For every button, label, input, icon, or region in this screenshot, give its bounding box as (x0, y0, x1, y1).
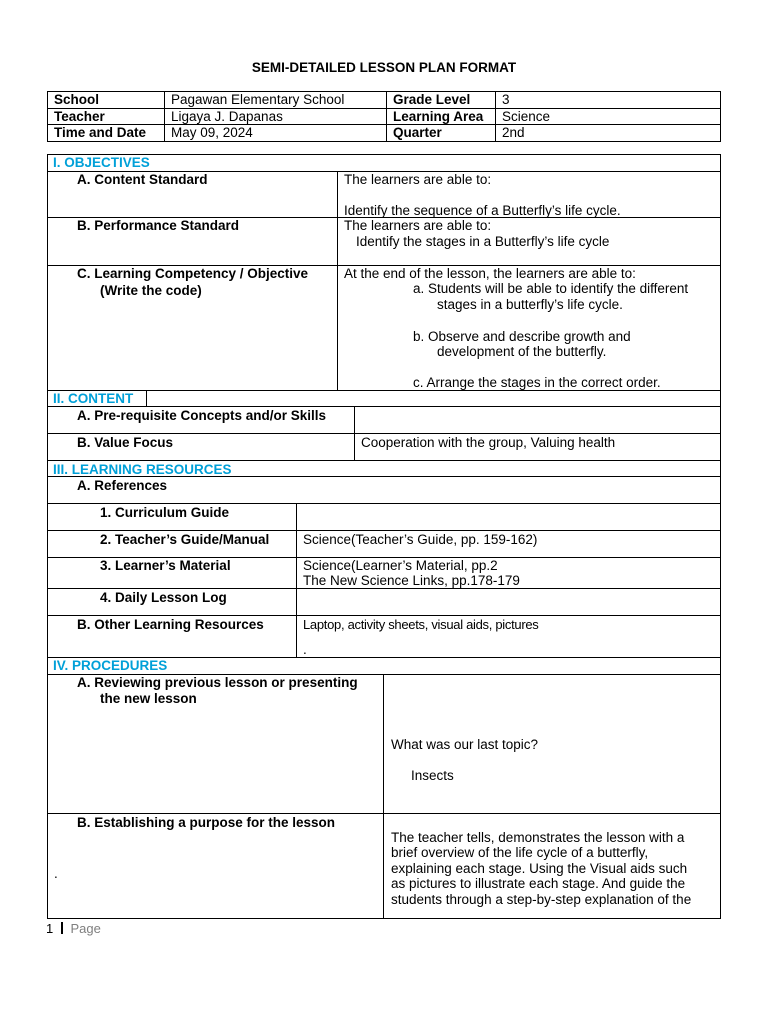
header-table (47, 91, 721, 142)
other-resources-dot: . (303, 642, 307, 657)
teachers-guide-label: 2. Teacher’s Guide/Manual (100, 532, 270, 547)
objectives-heading: I. OBJECTIVES (53, 155, 150, 170)
purpose-text-line: as pictures to illustrate each stage. And guide the (391, 876, 686, 891)
value-focus-value: Cooperation with the group, Valuing health (361, 435, 616, 450)
document-title: SEMI-DETAILED LESSON PLAN FORMAT (251, 60, 517, 75)
competency-intro: At the end of the lesson, the learners are able to: (344, 266, 636, 281)
learners-material-label: 3. Learner’s Material (100, 558, 231, 573)
competency-label: C. Learning Competency / Objective (77, 266, 309, 281)
competency-item-a: a. Students will be able to identify the different (413, 281, 689, 296)
prerequisite-label: A. Pre-requisite Concepts and/or Skills (77, 408, 327, 423)
other-resources-value: Laptop, activity sheets, visual aids, pictures (303, 617, 539, 632)
daily-lesson-log-label: 4. Daily Lesson Log (100, 590, 227, 605)
teachers-guide-value: Science(Teacher’s Guide, pp. 159-162) (303, 532, 538, 547)
purpose-dot: . (54, 866, 58, 881)
purpose-label: B. Establishing a purpose for the lesson (77, 815, 336, 830)
purpose-text-line: brief overview of the life cycle of a butterfly, (391, 845, 649, 860)
quarter-value: 2nd (496, 125, 721, 142)
value-focus-label: B. Value Focus (77, 435, 174, 450)
area-value: Science (496, 108, 721, 125)
reviewing-label: A. Reviewing previous lesson or presenting (77, 675, 358, 690)
last-topic-answer: Insects (411, 768, 454, 783)
content-standard-value: Identify the sequence of a Butterfly’s life cycle. (344, 203, 621, 218)
reviewing-label-cont: the new lesson (100, 691, 197, 706)
last-topic-question: What was our last topic? (391, 737, 539, 752)
competency-item-a-cont: stages in a butterfly’s life cycle. (437, 297, 623, 312)
school-value: Pagawan Elementary School (165, 92, 387, 109)
content-standard-intro: The learners are able to: (344, 172, 492, 187)
learners-material-value: Science(Learner’s Material, pp.2 (303, 558, 498, 573)
resources-heading: III. LEARNING RESOURCES (53, 462, 232, 477)
area-label: Learning Area (387, 108, 496, 125)
purpose-text-line: students through a step-by-step explanation of the (391, 892, 692, 907)
page-footer (46, 921, 101, 936)
grade-value: 3 (496, 92, 721, 109)
page-number: 1 (46, 921, 54, 936)
quarter-label: Quarter (387, 125, 496, 142)
competency-code-label: (Write the code) (100, 283, 202, 298)
time-label: Time and Date (48, 125, 165, 142)
curriculum-guide-label: 1. Curriculum Guide (100, 505, 230, 520)
performance-standard-value: Identify the stages in a Butterfly’s life cycle (356, 234, 610, 249)
science-links-value: The New Science Links, pp.178-179 (303, 573, 520, 588)
grade-label: Grade Level (387, 92, 496, 109)
references-label: A. References (77, 478, 168, 493)
competency-item-b-cont: development of the butterfly. (437, 344, 607, 359)
content-heading: II. CONTENT (53, 391, 134, 406)
page-label: Page (70, 921, 101, 936)
competency-item-b: b. Observe and describe growth and (413, 329, 631, 344)
content-standard-label: A. Content Standard (77, 172, 208, 187)
teacher-value: Ligaya J. Dapanas (165, 108, 387, 125)
teacher-label: Teacher (48, 108, 165, 125)
competency-item-c: c. Arrange the stages in the correct order. (413, 375, 661, 390)
time-value: May 09, 2024 (165, 125, 387, 142)
footer-separator (61, 922, 63, 934)
school-label: School (48, 92, 165, 109)
performance-standard-label: B. Performance Standard (77, 218, 240, 233)
other-resources-label: B. Other Learning Resources (77, 617, 264, 632)
procedures-heading: IV. PROCEDURES (53, 658, 168, 673)
performance-standard-intro: The learners are able to: (344, 218, 492, 233)
purpose-text-line: explaining each stage. Using the Visual aids such (391, 861, 688, 876)
purpose-text-line: The teacher tells, demonstrates the lesson with a (391, 830, 685, 845)
